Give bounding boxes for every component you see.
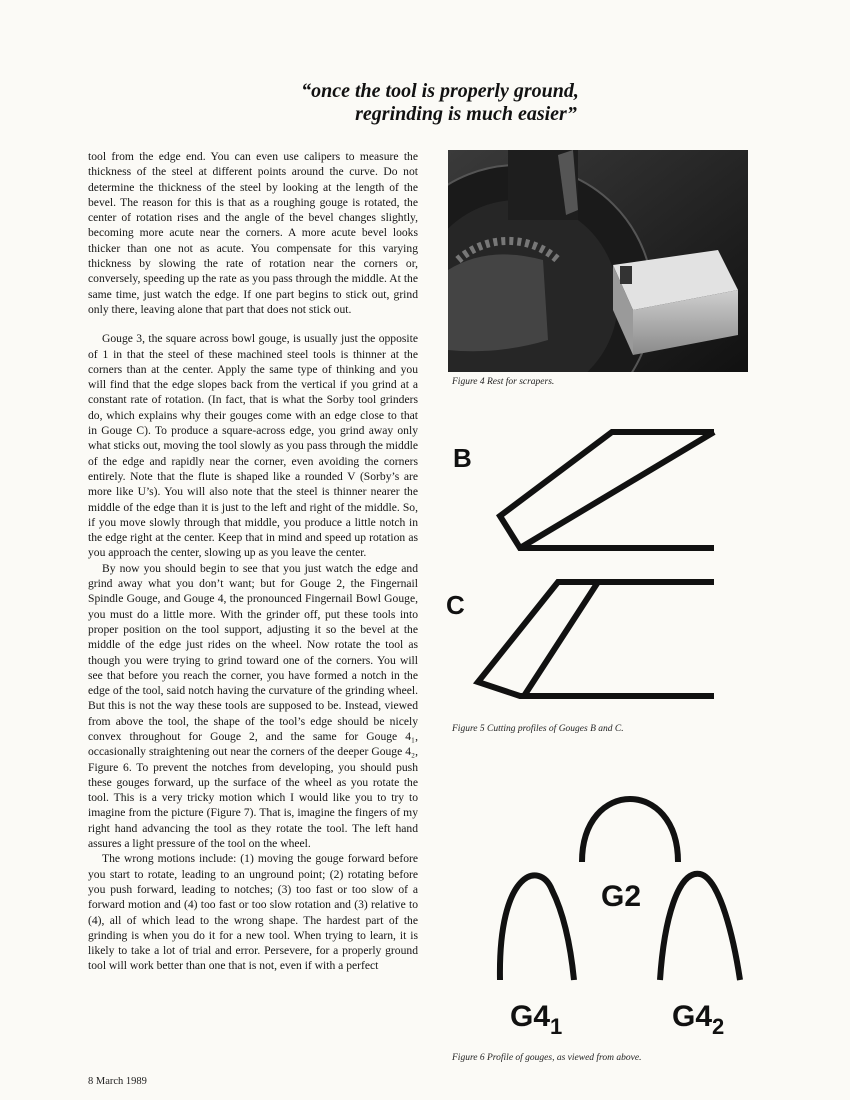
profile-g41-curve	[500, 875, 574, 980]
article-body	[88, 149, 418, 974]
g41-label-main: G4	[510, 1000, 551, 1033]
g41-label-sub: 1	[550, 1014, 563, 1039]
g42-label-main: G4	[672, 1000, 713, 1033]
g42-label-sub: 2	[712, 1014, 725, 1039]
profile-g42-curve	[660, 874, 740, 980]
pull-quote-line-1: “once the tool is properly ground,	[301, 80, 579, 102]
body-paragraph: The wrong motions include: (1) moving the gouge forward before you start to rotate, leading to an unground point; (2) rotating before you push forward, leading to notches; (3) too fast or too slow of a forward motion and (4) too fast or too slow rotation and (3) relative to (4), all of which lead to the wrong shape. The hardest part of the grinding is when you do it for a new tool. When trying to learn, it is likely to take a lot of trial and error. Persevere, for a properly ground tool will work better than one that is not, even if with a perfect	[88, 852, 418, 973]
g42-label	[672, 1000, 724, 1040]
figure-4-photo	[448, 150, 748, 372]
profile-c-inner-line	[524, 582, 598, 696]
figure-5-diagram	[470, 420, 730, 710]
figure-5-label-c: C	[446, 590, 465, 620]
pull-quote-line-2: regrinding is much easier”	[355, 103, 577, 125]
body-paragraph: tool from the edge end. You can even use calipers to measure the thickness of the steel at different points around the curve. Do not determine the thickness of the steel by looking at the length of the bevel. The reason for this is that as a roughing gouge is rotated, the center of rotation rises and the angle of the bevel changes slightly, becoming more acute near the corners. A more acute bevel looks thicker than one not as acute. You compensate for this varying thickness by slowing the rate of rotation near the corners or, conversely, speeding up the rate as you pass through the middle. At the same time, just watch the edge. If one part begins to stick out, grind only there, leaving alone that part that does not stick out.	[88, 150, 418, 316]
profile-g2-curve	[582, 799, 678, 862]
figure-5-caption: Figure 5 Cutting profiles of Gouges B and C.	[452, 724, 624, 734]
figure-6-caption: Figure 6 Profile of gouges, as viewed from above.	[452, 1053, 642, 1063]
profile-c-shape	[478, 582, 714, 696]
g41-label	[510, 1000, 562, 1040]
g2-label: G2	[601, 880, 642, 913]
body-paragraph: By now you should begin to see that you just watch the edge and grind away what you don’t want; but for Gouge 2, the Fingernail Spindle Gouge, and Gouge 4, the pronounced Fingernail Bowl Gouge, you must do a little more. With the grinder off, put these tools into proper position on the tool support, adjusting it so the bevel at the middle of the edge just rides on the wheel. Now rotate the tool as though you were trying to grind toward one of the corners. You will see that before you reach the corner, you have formed a notch in the edge of the tool, said notch having the curvature of the grinding wheel. But this is not the way these tools are supposed to be. Instead, viewed from above the tool, the shape of the tool’s edge should be nicely convex throughout for Gouge 2, and the same for Gouge 4₁, occasionally straightening out near the corners of the deeper Gouge 4₂, Figure 6. To prevent the notches from developing, you should push these gouges forward, up the surface of the wheel as you rotate the tool. This is a very tricky motion which I would like you to try to imagine from the picture (Figure 7). That is, imagine the fingers of my right hand advancing the tool as they rotate the tool. The left hand assures a light pressure of the tool on the wheel.	[88, 561, 418, 851]
page-folio: 8 March 1989	[88, 1076, 147, 1087]
profile-b-inner-line	[520, 432, 714, 548]
scraper-rest-illustration	[448, 150, 748, 372]
pull-quote	[230, 80, 650, 126]
figure-5-label-b: B	[453, 443, 472, 473]
figure-4-caption: Figure 4 Rest for scrapers.	[452, 377, 555, 387]
body-paragraph: Gouge 3, the square across bowl gouge, is usually just the opposite of 1 in that the steel of these machined steel tools is thinner at the corners than at the center. Apply the same type of thinking and you will find that the edge slopes back from the vertical if you grind at a constant rate of rotation. (In fact, that is what the Sorby tool grinders do, which explains why their gouges come with an edge close to that in Gouge C). To produce a square-across edge, you grind away only what sticks out, moving the tool slowly as you pass through the middle of the edge and rapidly near the corner, even avoiding the corners entirely. Note that the flute is shaped like a rounded V (Sorby’s are more like U’s). You will also note that the steel is thinner nearer the middle of the edge than it is just to the left and right of the middle. So, if you move slowly through that middle, you produce a little notch in the edge right at the center. Keep that in mind and speed up rotation as you approach the center, slowing up as you leave the center.	[88, 332, 418, 560]
